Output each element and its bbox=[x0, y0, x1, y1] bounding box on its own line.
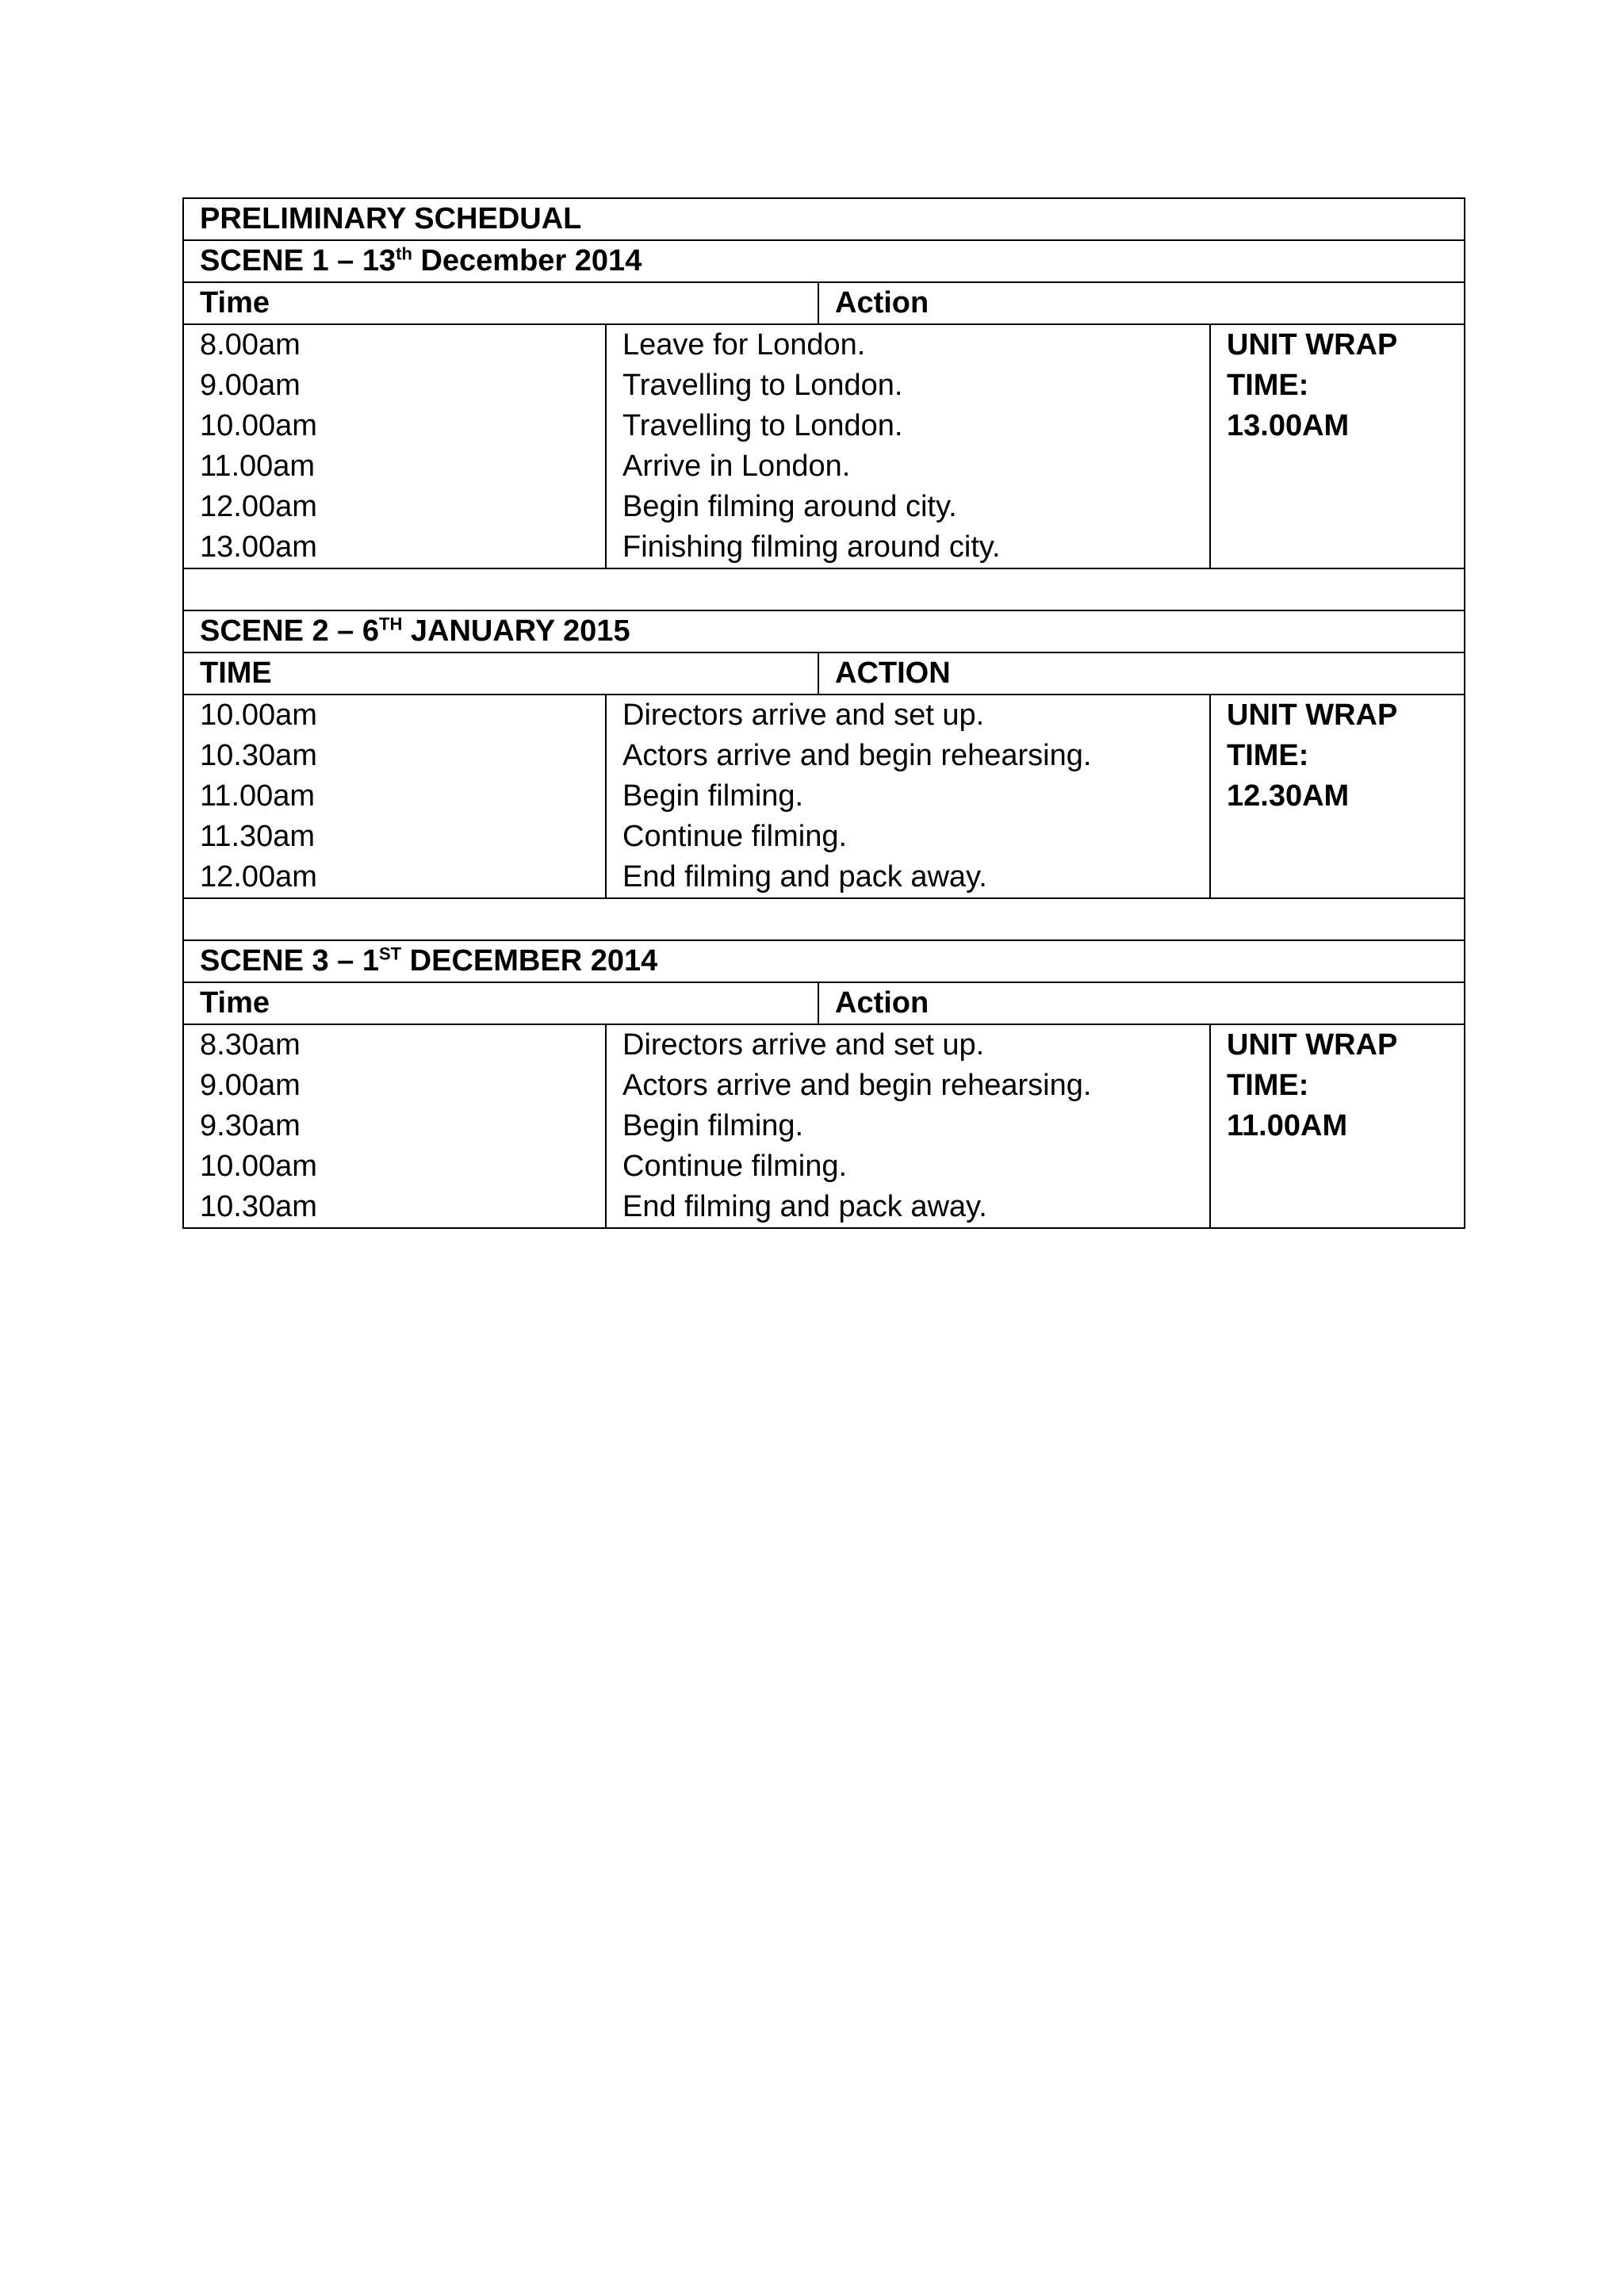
scene-3-column-headers bbox=[183, 982, 1465, 1024]
scene-2-column-headers bbox=[183, 652, 1465, 695]
scene-3-action: Directors arrive and set up. bbox=[622, 1028, 985, 1062]
scene-3-actions bbox=[606, 1024, 1210, 1228]
scene-3-heading: SCENE 3 – 1ST DECEMBER 2014 bbox=[183, 940, 1465, 982]
scene-1-action: Travelling to London. bbox=[622, 369, 903, 402]
scene-3-action: End filming and pack away. bbox=[622, 1190, 987, 1223]
scene-3-action: Actors arrive and begin rehearsing. bbox=[622, 1069, 1092, 1102]
scene-1-time-header: Time bbox=[183, 282, 818, 324]
scene-1-unit-wrap bbox=[1210, 324, 1465, 568]
scene-3-action-header: Action bbox=[818, 982, 1465, 1024]
unit-wrap-line: 13.00AM bbox=[1227, 409, 1350, 442]
scene-1-action-header: Action bbox=[818, 282, 1465, 324]
scene-2-actions bbox=[606, 695, 1210, 898]
scene-2-heading-row bbox=[183, 610, 1465, 652]
title-row bbox=[183, 198, 1465, 240]
scene-2-action: End filming and pack away. bbox=[622, 860, 987, 894]
scene-2-action-header: ACTION bbox=[818, 652, 1465, 695]
spacer-cell bbox=[183, 898, 1465, 940]
scene-1-action: Arrive in London. bbox=[622, 450, 851, 483]
spacer-row bbox=[183, 568, 1465, 610]
scene-1-heading-row bbox=[183, 240, 1465, 282]
scene-2-action: Actors arrive and begin rehearsing. bbox=[622, 739, 1092, 772]
schedule-table bbox=[182, 197, 1464, 1229]
scene-1-time: 9.00am bbox=[200, 369, 301, 402]
scene-1-time: 13.00am bbox=[200, 530, 317, 564]
scene-3-times bbox=[183, 1024, 606, 1228]
scene-2-time: 11.00am bbox=[200, 779, 316, 813]
unit-wrap-line: TIME: bbox=[1227, 1069, 1309, 1102]
spacer-cell bbox=[183, 568, 1465, 610]
scene-2-time: 10.30am bbox=[200, 739, 317, 772]
scene-3-body bbox=[183, 1024, 1465, 1228]
scene-1-action: Finishing filming around city. bbox=[622, 530, 1001, 564]
scene-3-heading-row bbox=[183, 940, 1465, 982]
scene-1-column-headers bbox=[183, 282, 1465, 324]
unit-wrap-line: 12.30AM bbox=[1227, 779, 1350, 813]
scene-2-action: Begin filming. bbox=[622, 779, 804, 813]
scene-1-action: Leave for London. bbox=[622, 328, 866, 362]
scene-2-time: 11.30am bbox=[200, 820, 316, 853]
scene-2-action: Continue filming. bbox=[622, 820, 848, 853]
scene-3-action: Continue filming. bbox=[622, 1150, 848, 1183]
scene-1-action: Begin filming around city. bbox=[622, 490, 957, 523]
scene-3-time-header: Time bbox=[183, 982, 818, 1024]
scene-2-action: Directors arrive and set up. bbox=[622, 698, 985, 732]
scene-2-time-header: TIME bbox=[183, 652, 818, 695]
scene-1-time: 10.00am bbox=[200, 409, 317, 442]
scene-1-time: 11.00am bbox=[200, 450, 316, 483]
scene-1-time: 8.00am bbox=[200, 328, 301, 362]
scene-1-body bbox=[183, 324, 1465, 568]
scene-1-times bbox=[183, 324, 606, 568]
unit-wrap-line: TIME: bbox=[1227, 369, 1309, 402]
spacer-row bbox=[183, 898, 1465, 940]
scene-3-time: 10.30am bbox=[200, 1190, 317, 1223]
scene-2-unit-wrap bbox=[1210, 695, 1465, 898]
scene-1-heading: SCENE 1 – 13th December 2014 bbox=[183, 240, 1465, 282]
unit-wrap-line: UNIT WRAP bbox=[1227, 698, 1398, 732]
scene-2-times bbox=[183, 695, 606, 898]
schedule-grid bbox=[182, 197, 1465, 1229]
schedule-title: PRELIMINARY SCHEDUAL bbox=[183, 198, 1465, 240]
scene-3-time: 9.00am bbox=[200, 1069, 301, 1102]
scene-1-time: 12.00am bbox=[200, 490, 317, 523]
scene-3-action: Begin filming. bbox=[622, 1109, 804, 1142]
scene-1-action: Travelling to London. bbox=[622, 409, 903, 442]
scene-2-time: 10.00am bbox=[200, 698, 317, 732]
scene-2-body bbox=[183, 695, 1465, 898]
scene-3-time: 10.00am bbox=[200, 1150, 317, 1183]
scene-2-time: 12.00am bbox=[200, 860, 317, 894]
unit-wrap-line: UNIT WRAP bbox=[1227, 328, 1398, 362]
unit-wrap-line: UNIT WRAP bbox=[1227, 1028, 1398, 1062]
scene-3-time: 9.30am bbox=[200, 1109, 301, 1142]
scene-3-unit-wrap bbox=[1210, 1024, 1465, 1228]
unit-wrap-line: 11.00AM bbox=[1227, 1109, 1348, 1142]
scene-2-heading: SCENE 2 – 6TH JANUARY 2015 bbox=[183, 610, 1465, 652]
unit-wrap-line: TIME: bbox=[1227, 739, 1309, 772]
scene-3-time: 8.30am bbox=[200, 1028, 301, 1062]
scene-1-actions bbox=[606, 324, 1210, 568]
